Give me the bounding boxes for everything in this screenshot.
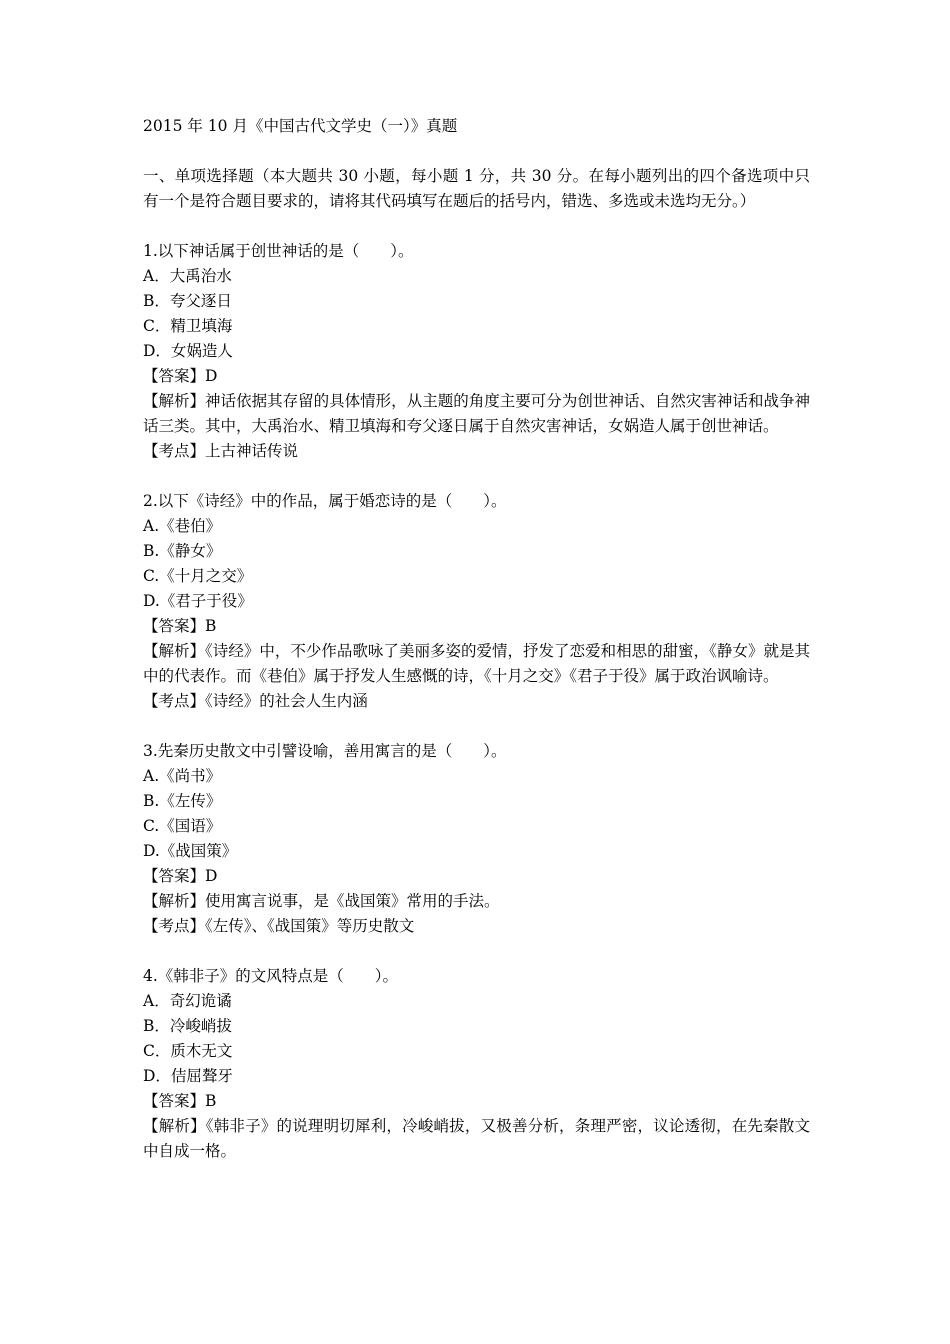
option-b: B.《左传》 [143,792,222,810]
answer: 【答案】B [143,617,217,635]
spacer [143,139,810,164]
question-1 [143,239,810,464]
option-d: D．女娲造人 [143,342,233,360]
document-page [143,114,810,1164]
document-title: 2015 年 10 月《中国古代文学史（一）》真题 [143,117,458,135]
option-c: C.《国语》 [143,817,222,835]
option-b: B．夸父逐日 [143,292,232,310]
question-stem: 3.先秦历史散文中引譬设喻，善用寓言的是（ ）。 [143,742,507,760]
answer: 【答案】D [143,367,218,385]
analysis: 【解析】使用寓言说事，是《战国策》常用的手法。 [143,892,500,910]
option-a: A．奇幻诡谲 [143,992,232,1010]
option-a: A．大禹治水 [143,267,232,285]
question-stem: 2.以下《诗经》中的作品，属于婚恋诗的是（ ）。 [143,492,507,510]
option-c: C．精卫填海 [143,317,233,335]
exam-point: 【考点】《诗经》的社会人生内涵 [143,692,368,710]
analysis: 【解析】《诗经》中，不少作品歌咏了美丽多姿的爱情，抒发了恋爱和相思的甜蜜，《静女》就是其中的代表作。而《巷伯》属于抒发人生感慨的诗，《十月之交》《君子于役》属于政治讽喻诗。 [143,642,810,685]
option-c: C．质木无文 [143,1042,233,1060]
answer: 【答案】B [143,1092,217,1110]
analysis: 【解析】《韩非子》的说理明切犀利，冷峻峭拔，又极善分析，条理严密，议论透彻，在先秦散文中自成一格。 [143,1117,810,1160]
option-d: D．佶屈聱牙 [143,1067,233,1085]
option-b: B．冷峻峭拔 [143,1017,232,1035]
option-a: A.《巷伯》 [143,517,222,535]
exam-point: 【考点】《左传》、《战国策》等历史散文 [143,917,415,935]
option-b: B.《静女》 [143,542,222,560]
spacer [143,714,810,739]
question-stem: 1.以下神话属于创世神话的是（ ）。 [143,242,414,260]
question-2 [143,489,810,714]
option-c: C.《十月之交》 [143,567,253,585]
spacer [143,939,810,964]
section-header: 一、单项选择题（本大题共 30 小题，每小题 1 分，共 30 分。在每小题列出的四个备选项中只有一个是符合题目要求的，请将其代码填写在题后的括号内，错选、多选或未选均无分。） [143,167,810,210]
question-stem: 4.《韩非子》的文风特点是（ ）。 [143,967,399,985]
option-d: D.《战国策》 [143,842,238,860]
spacer [143,464,810,489]
question-4 [143,964,810,1164]
exam-point: 【考点】上古神话传说 [143,442,299,460]
spacer [143,214,810,239]
question-3 [143,739,810,939]
analysis: 【解析】神话依据其存留的具体情形，从主题的角度主要可分为创世神话、自然灾害神话和战争神话三类。其中，大禹治水、精卫填海和夸父逐日属于自然灾害神话，女娲造人属于创世神话。 [143,392,810,435]
option-a: A.《尚书》 [143,767,222,785]
answer: 【答案】D [143,867,218,885]
option-d: D.《君子于役》 [143,592,253,610]
